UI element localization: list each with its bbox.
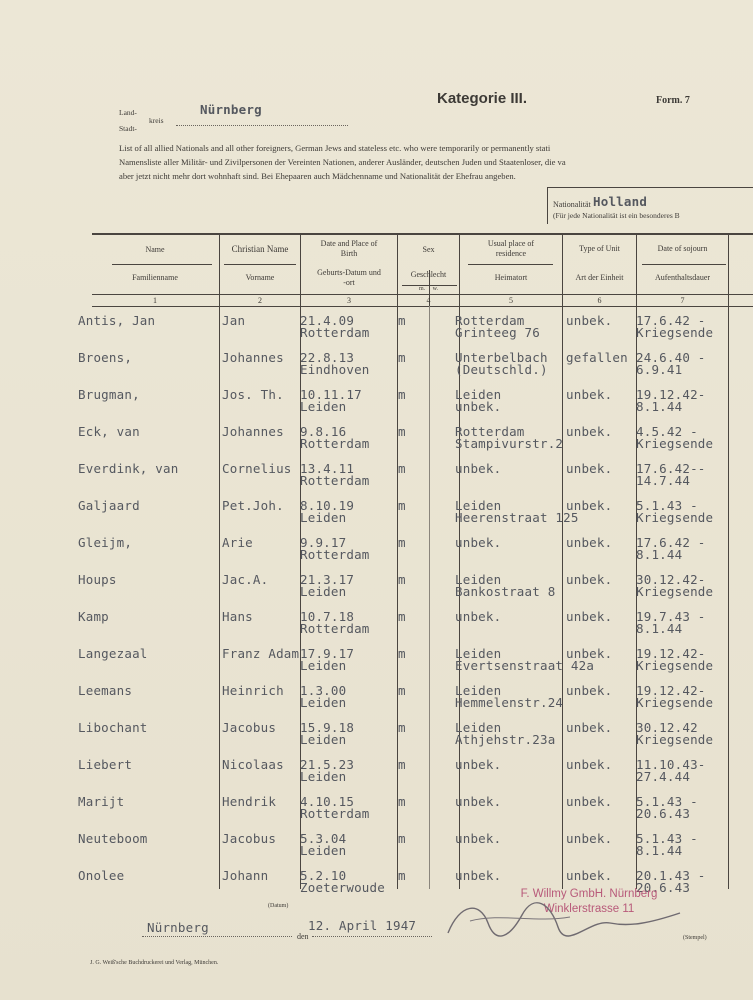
residence-cell: Leiden	[455, 387, 502, 402]
first-name-cell: Heinrich	[222, 683, 284, 698]
sex-cell: m	[398, 572, 406, 587]
col-header-sex-mw: m. w.	[418, 286, 439, 292]
stay-start-cell: 30.12.42-	[636, 572, 706, 587]
residence-street-cell: Grinteeg 76	[455, 325, 540, 340]
col-number-2: 2	[258, 296, 262, 305]
col-header-unit-de: Art der Einheit	[575, 273, 624, 282]
unit-type-cell: unbek.	[566, 572, 613, 587]
col-header-residence-en: Usual place of residence	[487, 239, 535, 258]
column-number-border	[92, 306, 753, 307]
sex-cell: m	[398, 757, 406, 772]
unit-type-cell: unbek.	[566, 794, 613, 809]
surname-cell: Brugman,	[78, 387, 140, 402]
first-name-cell: Jacobus	[222, 720, 277, 735]
birth-date-cell: 21.3.17	[300, 572, 355, 587]
sex-cell: m	[398, 424, 406, 439]
footer-place-line	[142, 936, 292, 937]
unit-type-cell: unbek.	[566, 646, 613, 661]
stay-end-cell: Kriegsende	[636, 584, 714, 599]
kreis-label: kreis	[149, 116, 164, 125]
surname-cell: Broens,	[78, 350, 133, 365]
table-top-border	[92, 233, 753, 235]
stay-end-cell: Kriegsende	[636, 695, 714, 710]
col1-split	[112, 264, 212, 265]
surname-cell: Leemans	[78, 683, 133, 698]
sex-cell: m	[398, 387, 406, 402]
col7-split	[642, 264, 726, 265]
col-header-unit-en: Type of Unit	[579, 244, 620, 253]
birth-place-cell: Rotterdam	[300, 621, 370, 636]
city-underline	[176, 125, 348, 126]
birth-date-cell: 5.3.04	[300, 831, 347, 846]
unit-type-cell: unbek.	[566, 720, 613, 735]
stay-end-cell: Kriegsende	[636, 325, 714, 340]
birth-date-cell: 21.4.09	[300, 313, 355, 328]
col-header-stay-en: Date of sojourn	[657, 244, 708, 253]
surname-cell: Kamp	[78, 609, 109, 624]
residence-street-cell: Athjehstr.23a	[455, 732, 556, 747]
sex-cell: m	[398, 794, 406, 809]
table-row	[0, 611, 753, 648]
birth-date-cell: 22.8.13	[300, 350, 355, 365]
col-number-1: 1	[153, 296, 157, 305]
col5-split	[468, 264, 553, 265]
sex-cell: m	[398, 535, 406, 550]
stay-start-cell: 4.5.42 -	[636, 424, 698, 439]
unit-type-cell: unbek.	[566, 424, 613, 439]
unit-type-cell: unbek.	[566, 831, 613, 846]
first-name-cell: Arie	[222, 535, 253, 550]
residence-cell: unbek.	[455, 461, 502, 476]
footer-date: 12. April 1947	[308, 918, 417, 933]
table-row	[0, 426, 753, 463]
table-row	[0, 759, 753, 796]
form-number: Form. 7	[656, 95, 690, 106]
date-label: (Datum)	[268, 903, 289, 909]
sex-cell: m	[398, 683, 406, 698]
stay-start-cell: 5.1.43 -	[636, 498, 698, 513]
stay-end-cell: Kriegsende	[636, 510, 714, 525]
surname-cell: Marijt	[78, 794, 125, 809]
stay-end-cell: Kriegsende	[636, 436, 714, 451]
residence-cell: unbek.	[455, 535, 502, 550]
stay-start-cell: 5.1.43 -	[636, 794, 698, 809]
unit-type-cell: unbek.	[566, 498, 613, 513]
sex-cell: m	[398, 498, 406, 513]
sex-cell: m	[398, 646, 406, 661]
col-number-7: 7	[680, 296, 685, 305]
col-header-birth-de: Geburts-Datum und -ort	[317, 268, 381, 287]
birth-date-cell: 9.9.17	[300, 535, 347, 550]
stay-end-cell: Kriegsende	[636, 732, 714, 747]
stay-end-cell: 8.1.44	[636, 843, 683, 858]
unit-type-cell: unbek.	[566, 868, 613, 883]
surname-cell: Antis, Jan	[78, 313, 156, 328]
surname-cell: Liebert	[78, 757, 133, 772]
footer-place: Nürnberg	[147, 920, 209, 935]
col-header-sex-en: Sex	[422, 245, 435, 254]
stay-end-cell: 8.1.44	[636, 399, 683, 414]
residence-cell: unbek.	[455, 609, 502, 624]
residence-cell: Unterbelbach	[455, 350, 548, 365]
stay-start-cell: 17.6.42--	[636, 461, 706, 476]
intro-line-2: Namensliste aller Militär- und Zivilpersonen der Vereinten Nationen, anderer Ausländer, deutschen Juden und Staatenloser, die va	[119, 157, 566, 167]
stay-start-cell: 5.1.43 -	[636, 831, 698, 846]
table-row	[0, 574, 753, 611]
first-name-cell: Jos. Th.	[222, 387, 284, 402]
surname-cell: Galjaard	[78, 498, 140, 513]
first-name-cell: Johannes	[222, 424, 284, 439]
birth-place-cell: Rotterdam	[300, 806, 370, 821]
col-number-3: 3	[347, 296, 351, 305]
residence-cell: Leiden	[455, 720, 502, 735]
birth-date-cell: 21.5.23	[300, 757, 355, 772]
stamp-line-1: F. Willmy GmbH. Nürnberg	[520, 888, 658, 900]
table-row	[0, 833, 753, 870]
residence-cell: Rotterdam	[455, 424, 525, 439]
sex-cell: m	[398, 720, 406, 735]
birth-date-cell: 8.10.19	[300, 498, 355, 513]
residence-street-cell: Bankostraat 8	[455, 584, 556, 599]
col-header-stay-de: Aufenthaltsdauer	[654, 273, 711, 282]
surname-cell: Everdink, van	[78, 461, 179, 476]
sex-cell: m	[398, 313, 406, 328]
stay-start-cell: 20.1.43 -	[636, 868, 706, 883]
birth-place-cell: Leiden	[300, 510, 347, 525]
col-header-sex-de: Geschlecht	[410, 270, 447, 279]
residence-cell: unbek.	[455, 831, 502, 846]
birth-place-cell: Leiden	[300, 769, 347, 784]
unit-type-cell: unbek.	[566, 609, 613, 624]
residence-cell: Leiden	[455, 498, 502, 513]
birth-place-cell: Rotterdam	[300, 325, 370, 340]
residence-cell: unbek.	[455, 794, 502, 809]
stay-end-cell: Kriegsende	[636, 658, 714, 673]
birth-date-cell: 10.11.17	[300, 387, 362, 402]
residence-street-cell: Heerenstraat 125	[455, 510, 579, 525]
first-name-cell: Nicolaas	[222, 757, 284, 772]
table-row	[0, 389, 753, 426]
nationality-value: Holland	[593, 194, 648, 209]
footer-date-line	[312, 936, 432, 937]
birth-place-cell: Rotterdam	[300, 436, 370, 451]
col-header-first-de: Vorname	[245, 273, 275, 282]
stay-start-cell: 19.12.42-	[636, 387, 706, 402]
col-header-first-en: Christian Name	[231, 244, 289, 254]
first-name-cell: Johannes	[222, 350, 284, 365]
surname-cell: Gleijm,	[78, 535, 133, 550]
table-row	[0, 722, 753, 759]
first-name-cell: Hans	[222, 609, 253, 624]
surname-cell: Onolee	[78, 868, 125, 883]
stadt-label: Stadt-	[119, 124, 137, 133]
category-title: Kategorie III.	[437, 90, 528, 107]
col-number-6: 6	[597, 296, 602, 305]
birth-date-cell: 4.10.15	[300, 794, 355, 809]
header-bottom-border	[92, 294, 753, 295]
table-row	[0, 500, 753, 537]
col-header-name-de: Familienname	[132, 273, 178, 282]
table-row	[0, 315, 753, 352]
first-name-cell: Jac.A.	[222, 572, 269, 587]
unit-type-cell: unbek.	[566, 387, 613, 402]
birth-date-cell: 17.9.17	[300, 646, 355, 661]
sex-cell: m	[398, 831, 406, 846]
table-row	[0, 537, 753, 574]
birth-place-cell: Eindhoven	[300, 362, 370, 377]
residence-street-cell: Hemmelenstr.24	[455, 695, 564, 710]
birth-date-cell: 9.8.16	[300, 424, 347, 439]
birth-date-cell: 13.4.11	[300, 461, 355, 476]
residence-street-cell: Stampivurstr.2	[455, 436, 564, 451]
birth-place-cell: Leiden	[300, 658, 347, 673]
first-name-cell: Pet.Joh.	[222, 498, 284, 513]
table-row	[0, 796, 753, 833]
city-value: Nürnberg	[200, 102, 262, 117]
col-header-birth-en: Date and Place of Birth	[320, 239, 378, 258]
birth-place-cell: Leiden	[300, 695, 347, 710]
stay-end-cell: 14.7.44	[636, 473, 691, 488]
intro-line-1: List of all allied Nationals and all other foreigners, German Jews and stateless etc. who were temporarily or permanently stati	[119, 143, 551, 153]
stay-start-cell: 17.6.42 -	[636, 313, 706, 328]
sex-cell: m	[398, 609, 406, 624]
sex-cell: m	[398, 868, 406, 883]
sex-cell: m	[398, 461, 406, 476]
nationality-note: (Für jede Nationalität ist ein besonderes B	[553, 211, 680, 220]
footer-den: den	[297, 932, 309, 941]
unit-type-cell: unbek.	[566, 313, 613, 328]
first-name-cell: Cornelius	[222, 461, 292, 476]
stay-start-cell: 24.6.40 -	[636, 350, 706, 365]
col-header-name-en: Name	[145, 245, 165, 254]
birth-place-cell: Leiden	[300, 584, 347, 599]
col2-split	[224, 264, 296, 265]
unit-type-cell: unbek.	[566, 461, 613, 476]
stay-end-cell: 20.6.43	[636, 806, 691, 821]
stay-end-cell: 8.1.44	[636, 547, 683, 562]
col-number-5: 5	[509, 296, 513, 305]
birth-place-cell: Zoeterwoude	[300, 880, 385, 895]
residence-cell: Leiden	[455, 683, 502, 698]
residence-cell: Leiden	[455, 572, 502, 587]
first-name-cell: Franz Adam	[222, 646, 300, 661]
residence-cell: unbek.	[455, 868, 502, 883]
stamp-line-2: Winklerstrasse 11	[543, 903, 635, 915]
unit-type-cell: gefallen	[566, 350, 628, 365]
birth-place-cell: Rotterdam	[300, 547, 370, 562]
residence-cell: Rotterdam	[455, 313, 525, 328]
stay-start-cell: 19.12.42-	[636, 646, 706, 661]
printer-imprint: J. G. Weiß'sche Buchdruckerei und Verlag, München.	[90, 960, 219, 966]
first-name-cell: Johann	[222, 868, 269, 883]
birth-place-cell: Leiden	[300, 843, 347, 858]
nationality-label: Nationalität	[553, 200, 591, 209]
residence-street-cell: (Deutschld.)	[455, 362, 548, 377]
surname-cell: Libochant	[78, 720, 148, 735]
signature	[440, 893, 700, 943]
stay-start-cell: 17.6.42 -	[636, 535, 706, 550]
col-number-4: 4	[426, 296, 431, 305]
stay-end-cell: 6.9.41	[636, 362, 683, 377]
first-name-cell: Hendrik	[222, 794, 277, 809]
residence-street-cell: unbek.	[455, 399, 502, 414]
surname-cell: Langezaal	[78, 646, 148, 661]
table-row	[0, 685, 753, 722]
birth-place-cell: Leiden	[300, 732, 347, 747]
stay-start-cell: 11.10.43-	[636, 757, 706, 772]
table-row	[0, 648, 753, 685]
unit-type-cell: unbek.	[566, 535, 613, 550]
sex-cell: m	[398, 350, 406, 365]
stay-start-cell: 19.12.42-	[636, 683, 706, 698]
table-row	[0, 352, 753, 389]
surname-cell: Houps	[78, 572, 117, 587]
birth-date-cell: 1.3.00	[300, 683, 347, 698]
first-name-cell: Jan	[222, 313, 246, 328]
stay-end-cell: 27.4.44	[636, 769, 691, 784]
stay-end-cell: 8.1.44	[636, 621, 683, 636]
birth-date-cell: 15.9.18	[300, 720, 355, 735]
table-row	[0, 463, 753, 500]
col-header-residence-de: Heimatort	[494, 273, 528, 282]
residence-cell: Leiden	[455, 646, 502, 661]
land-label: Land-	[119, 108, 137, 117]
stempel-label: (Stempel)	[683, 935, 707, 941]
birth-place-cell: Leiden	[300, 399, 347, 414]
stay-end-cell: 20.6.43	[636, 880, 691, 895]
residence-street-cell: Evertsenstraat 42a	[455, 658, 595, 673]
residence-cell: unbek.	[455, 757, 502, 772]
surname-cell: Eck, van	[78, 424, 140, 439]
birth-date-cell: 5.2.10	[300, 868, 347, 883]
stay-start-cell: 30.12.42	[636, 720, 698, 735]
surname-cell: Neuteboom	[78, 831, 148, 846]
first-name-cell: Jacobus	[222, 831, 277, 846]
intro-line-3: aber jetzt nicht mehr dort wohnhaft sind. Bei Ehepaaren auch Mädchenname und Nationalität der Ehefrau angeben.	[119, 171, 516, 181]
birth-place-cell: Rotterdam	[300, 473, 370, 488]
unit-type-cell: unbek.	[566, 757, 613, 772]
birth-date-cell: 10.7.18	[300, 609, 355, 624]
unit-type-cell: unbek.	[566, 683, 613, 698]
stay-start-cell: 19.7.43 -	[636, 609, 706, 624]
